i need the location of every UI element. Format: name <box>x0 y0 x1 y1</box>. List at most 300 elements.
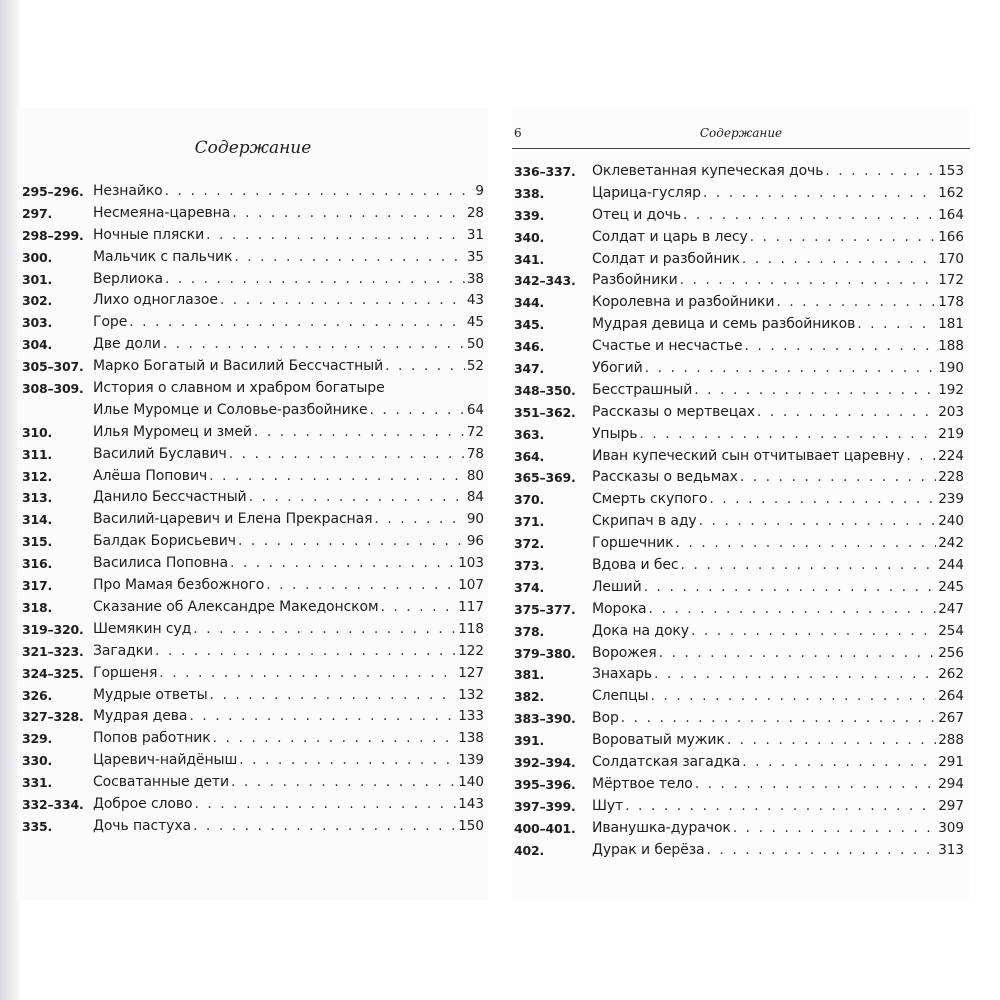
entry-line <box>93 334 484 356</box>
entry-title: Солдат и разбойник <box>592 250 740 267</box>
entry-page: 52 <box>466 358 484 375</box>
entry-number: 392–394. <box>514 755 576 771</box>
entry-page: 256 <box>938 644 964 661</box>
entry-number: 397–399. <box>514 798 576 814</box>
entry-line <box>93 247 484 269</box>
entry-page: 38 <box>466 270 484 287</box>
entry-page: 143 <box>458 795 484 812</box>
entry-number: 364. <box>514 448 545 464</box>
entry-number: 335. <box>22 818 53 834</box>
toc-entry <box>18 290 488 312</box>
entry-number: 346. <box>514 339 545 355</box>
toc-entry <box>512 621 970 643</box>
toc-entry <box>512 336 970 358</box>
entry-line <box>592 818 964 840</box>
toc-entry <box>18 619 488 641</box>
entry-number: 305–307. <box>22 359 84 375</box>
entry-title: Дурак и берёза <box>592 841 705 858</box>
dot-leader <box>742 249 936 271</box>
entry-title: Несмеяна-царевна <box>93 204 231 221</box>
entry-line <box>93 794 484 816</box>
toc-entry <box>512 467 970 489</box>
entry-number: 311. <box>22 446 53 462</box>
page-number: 6 <box>514 126 522 140</box>
entry-line <box>93 575 484 597</box>
toc-entry <box>512 818 970 840</box>
entry-number: 370. <box>514 492 545 508</box>
toc-entry <box>512 774 970 796</box>
entry-page: 291 <box>938 754 964 771</box>
entry-line <box>93 378 484 400</box>
toc-entry <box>18 378 488 422</box>
entry-title: Смерть скупого <box>592 491 708 508</box>
entry-title: Горшеня <box>93 664 158 681</box>
entry-line <box>93 597 484 619</box>
entry-line <box>592 664 964 686</box>
entry-title: Иван купеческий сын отчитывает царевну <box>592 447 905 464</box>
entry-page: 239 <box>938 491 964 508</box>
left-page <box>18 108 488 900</box>
entry-title: Попов работник <box>93 730 211 747</box>
dot-leader <box>750 227 937 249</box>
entry-page: 288 <box>938 732 964 749</box>
toc-entry <box>18 203 488 225</box>
dot-leader <box>189 706 456 728</box>
entry-number: 339. <box>514 207 545 223</box>
entry-page: 28 <box>466 204 484 221</box>
entry-title: Мудрые ответы <box>93 686 208 703</box>
dot-leader <box>694 380 936 402</box>
toc-entry <box>512 511 970 533</box>
entry-line <box>592 489 964 511</box>
toc-entry <box>18 816 488 838</box>
entry-title: Ночные пляски <box>93 226 205 243</box>
entry-page: 166 <box>938 228 964 245</box>
entry-title: Лихо одноглазое <box>93 292 218 309</box>
entry-title: Василий-царевич и Елена Прекрасная <box>93 511 373 528</box>
entry-line <box>93 400 484 422</box>
dot-leader <box>825 161 936 183</box>
dot-leader <box>625 796 936 818</box>
entry-number: 302. <box>22 293 53 309</box>
entry-number: 340. <box>514 229 545 245</box>
entry-number: 365–369. <box>514 470 576 486</box>
toc-entry <box>512 161 970 183</box>
toc-entry <box>512 183 970 205</box>
entry-line <box>592 621 964 643</box>
entry-title: Вор <box>592 710 619 727</box>
toc-entry <box>512 555 970 577</box>
entry-page: 170 <box>938 250 964 267</box>
dot-leader <box>163 334 465 356</box>
entry-title: Про Мамая безбожного <box>93 577 265 594</box>
toc-entry <box>512 249 970 271</box>
entry-line <box>93 772 484 794</box>
entry-page: 219 <box>938 425 964 442</box>
toc-entry <box>512 424 970 446</box>
toc-entry <box>18 553 488 575</box>
entry-page: 122 <box>458 642 484 659</box>
entry-line <box>592 227 964 249</box>
dot-leader <box>165 269 465 291</box>
dot-leader <box>639 424 936 446</box>
entry-line <box>93 487 484 509</box>
entry-line <box>93 444 484 466</box>
dot-leader <box>709 489 936 511</box>
toc-entry <box>512 489 970 511</box>
entry-line <box>592 402 964 424</box>
toc-entry <box>512 643 970 665</box>
entry-page: 254 <box>938 622 964 639</box>
dot-leader <box>703 183 936 205</box>
entry-title: Данило Бессчастный <box>93 489 247 506</box>
entry-number: 327–328. <box>22 709 84 725</box>
entry-page: 43 <box>466 292 484 309</box>
entry-page: 127 <box>458 664 484 681</box>
entry-page: 140 <box>458 774 484 791</box>
entry-title: История о славном и храбром богатыре <box>93 380 385 397</box>
entry-line <box>93 509 484 531</box>
toc-entry <box>512 730 970 752</box>
entry-page: 264 <box>938 688 964 705</box>
entry-title: Королевна и разбойники <box>592 294 775 311</box>
dot-leader <box>380 597 456 619</box>
entry-number: 310. <box>22 424 53 440</box>
entry-line <box>93 422 484 444</box>
entry-line <box>592 730 964 752</box>
entry-number: 297. <box>22 205 53 221</box>
entry-title: Иванушка-дурачок <box>592 819 731 836</box>
entry-page: 297 <box>938 797 964 814</box>
toc-entry <box>18 597 488 619</box>
entry-number: 312. <box>22 468 53 484</box>
toc-entry <box>512 292 970 314</box>
entry-title: Верлиока <box>93 270 163 287</box>
toc-entry <box>18 487 488 509</box>
dot-leader <box>857 314 936 336</box>
dot-leader <box>193 619 456 641</box>
dot-leader <box>129 312 465 334</box>
entry-page: 244 <box>938 557 964 574</box>
entry-page: 78 <box>466 445 484 462</box>
entry-line <box>592 643 964 665</box>
dot-leader <box>707 840 937 862</box>
entry-page: 242 <box>938 535 964 552</box>
entry-number: 318. <box>22 599 53 615</box>
dot-leader <box>266 575 456 597</box>
toc-entry <box>512 227 970 249</box>
entry-page: 80 <box>466 467 484 484</box>
entry-title: Разбойники <box>592 272 678 289</box>
entry-line <box>93 641 484 663</box>
toc-entry <box>512 840 970 862</box>
entry-title: Алёша Попович <box>93 467 208 484</box>
entry-number: 317. <box>22 578 53 594</box>
entry-title: Дочь пастуха <box>93 817 192 834</box>
entry-number: 321–323. <box>22 643 84 659</box>
dot-leader <box>159 663 456 685</box>
running-head-title: Содержание <box>699 126 783 140</box>
dot-leader <box>621 708 936 730</box>
entry-number: 371. <box>514 514 545 530</box>
entry-page: 203 <box>938 403 964 420</box>
dot-leader <box>155 641 456 663</box>
entry-number: 341. <box>514 251 545 267</box>
toc-entry <box>512 380 970 402</box>
dot-leader <box>232 203 465 225</box>
entry-line <box>592 358 964 380</box>
entry-title: Отец и дочь <box>592 206 681 223</box>
entry-page: 188 <box>938 338 964 355</box>
entry-line <box>592 708 964 730</box>
right-page <box>512 108 970 900</box>
dot-leader <box>680 270 937 292</box>
entry-line <box>93 203 484 225</box>
entry-page: 172 <box>938 272 964 289</box>
entry-page: 9 <box>475 183 484 199</box>
entry-page: 190 <box>938 360 964 377</box>
entry-number: 295–296. <box>22 184 84 199</box>
entry-line <box>592 774 964 796</box>
toc-entry <box>18 422 488 444</box>
entry-number: 326. <box>22 687 53 703</box>
dot-leader <box>644 577 937 599</box>
entry-number: 301. <box>22 271 53 287</box>
entry-title: Василий Буславич <box>93 445 227 462</box>
entry-page: 50 <box>466 336 484 353</box>
entry-number: 375–377. <box>514 601 576 617</box>
toc-entry <box>18 685 488 707</box>
entry-line <box>93 663 484 685</box>
dot-leader <box>645 358 937 380</box>
entry-title: Незнайко <box>93 183 163 199</box>
dot-leader <box>740 467 936 489</box>
entry-title: Упырь <box>592 425 638 442</box>
entry-number: 382. <box>514 689 545 705</box>
entry-page: 224 <box>938 447 964 464</box>
entry-number: 316. <box>22 556 53 572</box>
entry-title: Дока на доку <box>592 622 689 639</box>
dot-leader <box>220 290 465 312</box>
entry-page: 240 <box>938 513 964 530</box>
entry-title: Мудрая девица и семь разбойников <box>592 316 856 333</box>
entry-title: Ворожея <box>592 644 657 661</box>
toc-entry <box>512 599 970 621</box>
entry-title: Знахарь <box>592 666 653 683</box>
entry-page: 153 <box>938 163 964 179</box>
toc-entry <box>512 796 970 818</box>
entry-title: Слепцы <box>592 688 649 705</box>
entry-title: Рассказы о мертвецах <box>592 403 755 420</box>
entry-page: 117 <box>458 598 484 615</box>
entry-number: 378. <box>514 623 545 639</box>
entry-line <box>93 225 484 247</box>
toc-entry <box>512 533 970 555</box>
dot-leader <box>742 752 936 774</box>
entry-page: 45 <box>466 314 484 331</box>
entry-line <box>592 599 964 621</box>
dot-leader <box>691 621 936 643</box>
entry-title: Горшечник <box>592 535 674 552</box>
entry-number: 402. <box>514 842 545 858</box>
entry-title: Мёртвое тело <box>592 775 693 792</box>
entry-page: 35 <box>466 248 484 265</box>
entry-title: Вороватый мужик <box>592 732 725 749</box>
toc-entry <box>18 706 488 728</box>
entry-page: 31 <box>466 226 484 243</box>
entry-title: Марко Богатый и Василий Бессчастный <box>93 358 384 375</box>
entry-number: 347. <box>514 361 545 377</box>
entry-number: 391. <box>514 733 545 749</box>
toc-entry <box>18 641 488 663</box>
entry-title: Царица-гусляр <box>592 184 701 201</box>
entry-number: 324–325. <box>22 665 84 681</box>
entry-title: Царевич-найдёныш <box>93 752 238 769</box>
entry-line <box>592 752 964 774</box>
dot-leader <box>370 400 465 422</box>
toc-entry <box>512 446 970 468</box>
entry-page: 267 <box>938 710 964 727</box>
entry-number: 344. <box>514 295 545 311</box>
entry-line <box>93 619 484 641</box>
entry-number: 336–337. <box>514 164 576 179</box>
entry-number: 383–390. <box>514 711 576 727</box>
entry-line <box>592 336 964 358</box>
entry-number: 304. <box>22 337 53 353</box>
dot-leader <box>249 487 465 509</box>
toc-list-right <box>512 161 970 862</box>
toc-entry <box>512 314 970 336</box>
dot-leader <box>683 205 936 227</box>
toc-entry <box>18 728 488 750</box>
toc-entry <box>512 205 970 227</box>
page-title: Содержание <box>194 138 312 158</box>
toc-entry <box>18 312 488 334</box>
toc-entry <box>18 509 488 531</box>
entry-page: 228 <box>938 469 964 486</box>
running-head <box>512 124 970 149</box>
toc-entry <box>18 794 488 816</box>
entry-title: Загадки <box>93 642 154 659</box>
entry-page: 294 <box>938 775 964 792</box>
entry-number: 348–350. <box>514 382 576 398</box>
entry-title: Морока <box>592 600 647 617</box>
toc-entry <box>18 772 488 794</box>
entry-page: 64 <box>466 401 484 418</box>
entry-line <box>592 249 964 271</box>
entry-line <box>93 816 484 838</box>
toc-list-left <box>18 181 488 838</box>
toc-entry <box>512 358 970 380</box>
entry-line <box>93 290 484 312</box>
entry-line <box>93 706 484 728</box>
entry-number: 345. <box>514 317 545 333</box>
entry-page: 132 <box>458 686 484 703</box>
toc-entry <box>18 750 488 772</box>
dot-leader <box>193 816 456 838</box>
entry-title: Мальчик с пальчик <box>93 248 233 265</box>
entry-number: 400–401. <box>514 820 576 836</box>
entry-line <box>93 685 484 707</box>
entry-number: 303. <box>22 315 53 331</box>
entry-title: Две доли <box>93 336 161 353</box>
dot-leader <box>385 356 465 378</box>
entry-title: Убогий <box>592 360 643 377</box>
dot-leader <box>194 794 456 816</box>
toc-entry <box>18 334 488 356</box>
entry-line <box>592 533 964 555</box>
entry-line <box>93 531 484 553</box>
entry-title: Оклеветанная купеческая дочь <box>592 163 824 179</box>
entry-title: Горе <box>93 314 128 331</box>
dot-leader <box>654 664 936 686</box>
entry-page: 178 <box>938 294 964 311</box>
dot-leader <box>254 422 465 444</box>
entry-page: 181 <box>938 316 964 333</box>
entry-line <box>592 467 964 489</box>
dot-leader <box>209 466 465 488</box>
dot-leader <box>374 509 464 531</box>
entry-title: Шемякин суд <box>93 620 192 637</box>
dot-leader <box>238 531 465 553</box>
entry-title: Сосватанные дети <box>93 774 229 791</box>
entry-title: Бесстрашный <box>592 381 693 398</box>
toc-entry <box>18 225 488 247</box>
entry-line <box>592 205 964 227</box>
toc-entry <box>18 444 488 466</box>
dot-leader <box>695 774 937 796</box>
dot-leader <box>650 686 936 708</box>
entry-title: Василиса Поповна <box>93 555 228 572</box>
entry-page: 164 <box>938 206 964 223</box>
entry-line <box>93 553 484 575</box>
entry-number: 373. <box>514 558 545 574</box>
entry-page: 247 <box>938 600 964 617</box>
entry-title: Сказание об Александре Македонском <box>93 598 379 615</box>
dot-leader <box>649 599 937 621</box>
dot-leader <box>681 555 937 577</box>
entry-page: 162 <box>938 184 964 201</box>
dot-leader <box>776 292 936 314</box>
toc-entry <box>18 356 488 378</box>
entry-title: Вдова и бес <box>592 557 679 574</box>
toc-entry <box>512 664 970 686</box>
entry-number: 351–362. <box>514 404 576 420</box>
entry-page: 90 <box>466 511 484 528</box>
entry-title: Счастье и несчастье <box>592 338 743 355</box>
entry-line <box>93 269 484 291</box>
entry-line <box>93 750 484 772</box>
toc-entry <box>512 708 970 730</box>
entry-line <box>592 161 964 183</box>
dot-leader <box>206 225 465 247</box>
toc-entry <box>512 577 970 599</box>
entry-page: 245 <box>938 578 964 595</box>
dot-leader <box>744 336 936 358</box>
dot-leader <box>676 533 937 555</box>
entry-line <box>93 728 484 750</box>
entry-title: Илья Муромец и змей <box>93 423 252 440</box>
dot-leader <box>757 402 936 424</box>
entry-number: 314. <box>22 512 53 528</box>
entry-page: 150 <box>458 817 484 834</box>
entry-title: Рассказы о ведьмах <box>592 469 738 486</box>
entry-number: 381. <box>514 667 545 683</box>
entry-number: 308–309. <box>22 381 84 397</box>
entry-number: 319–320. <box>22 621 84 637</box>
entry-page: 103 <box>458 555 484 572</box>
toc-entry <box>512 402 970 424</box>
